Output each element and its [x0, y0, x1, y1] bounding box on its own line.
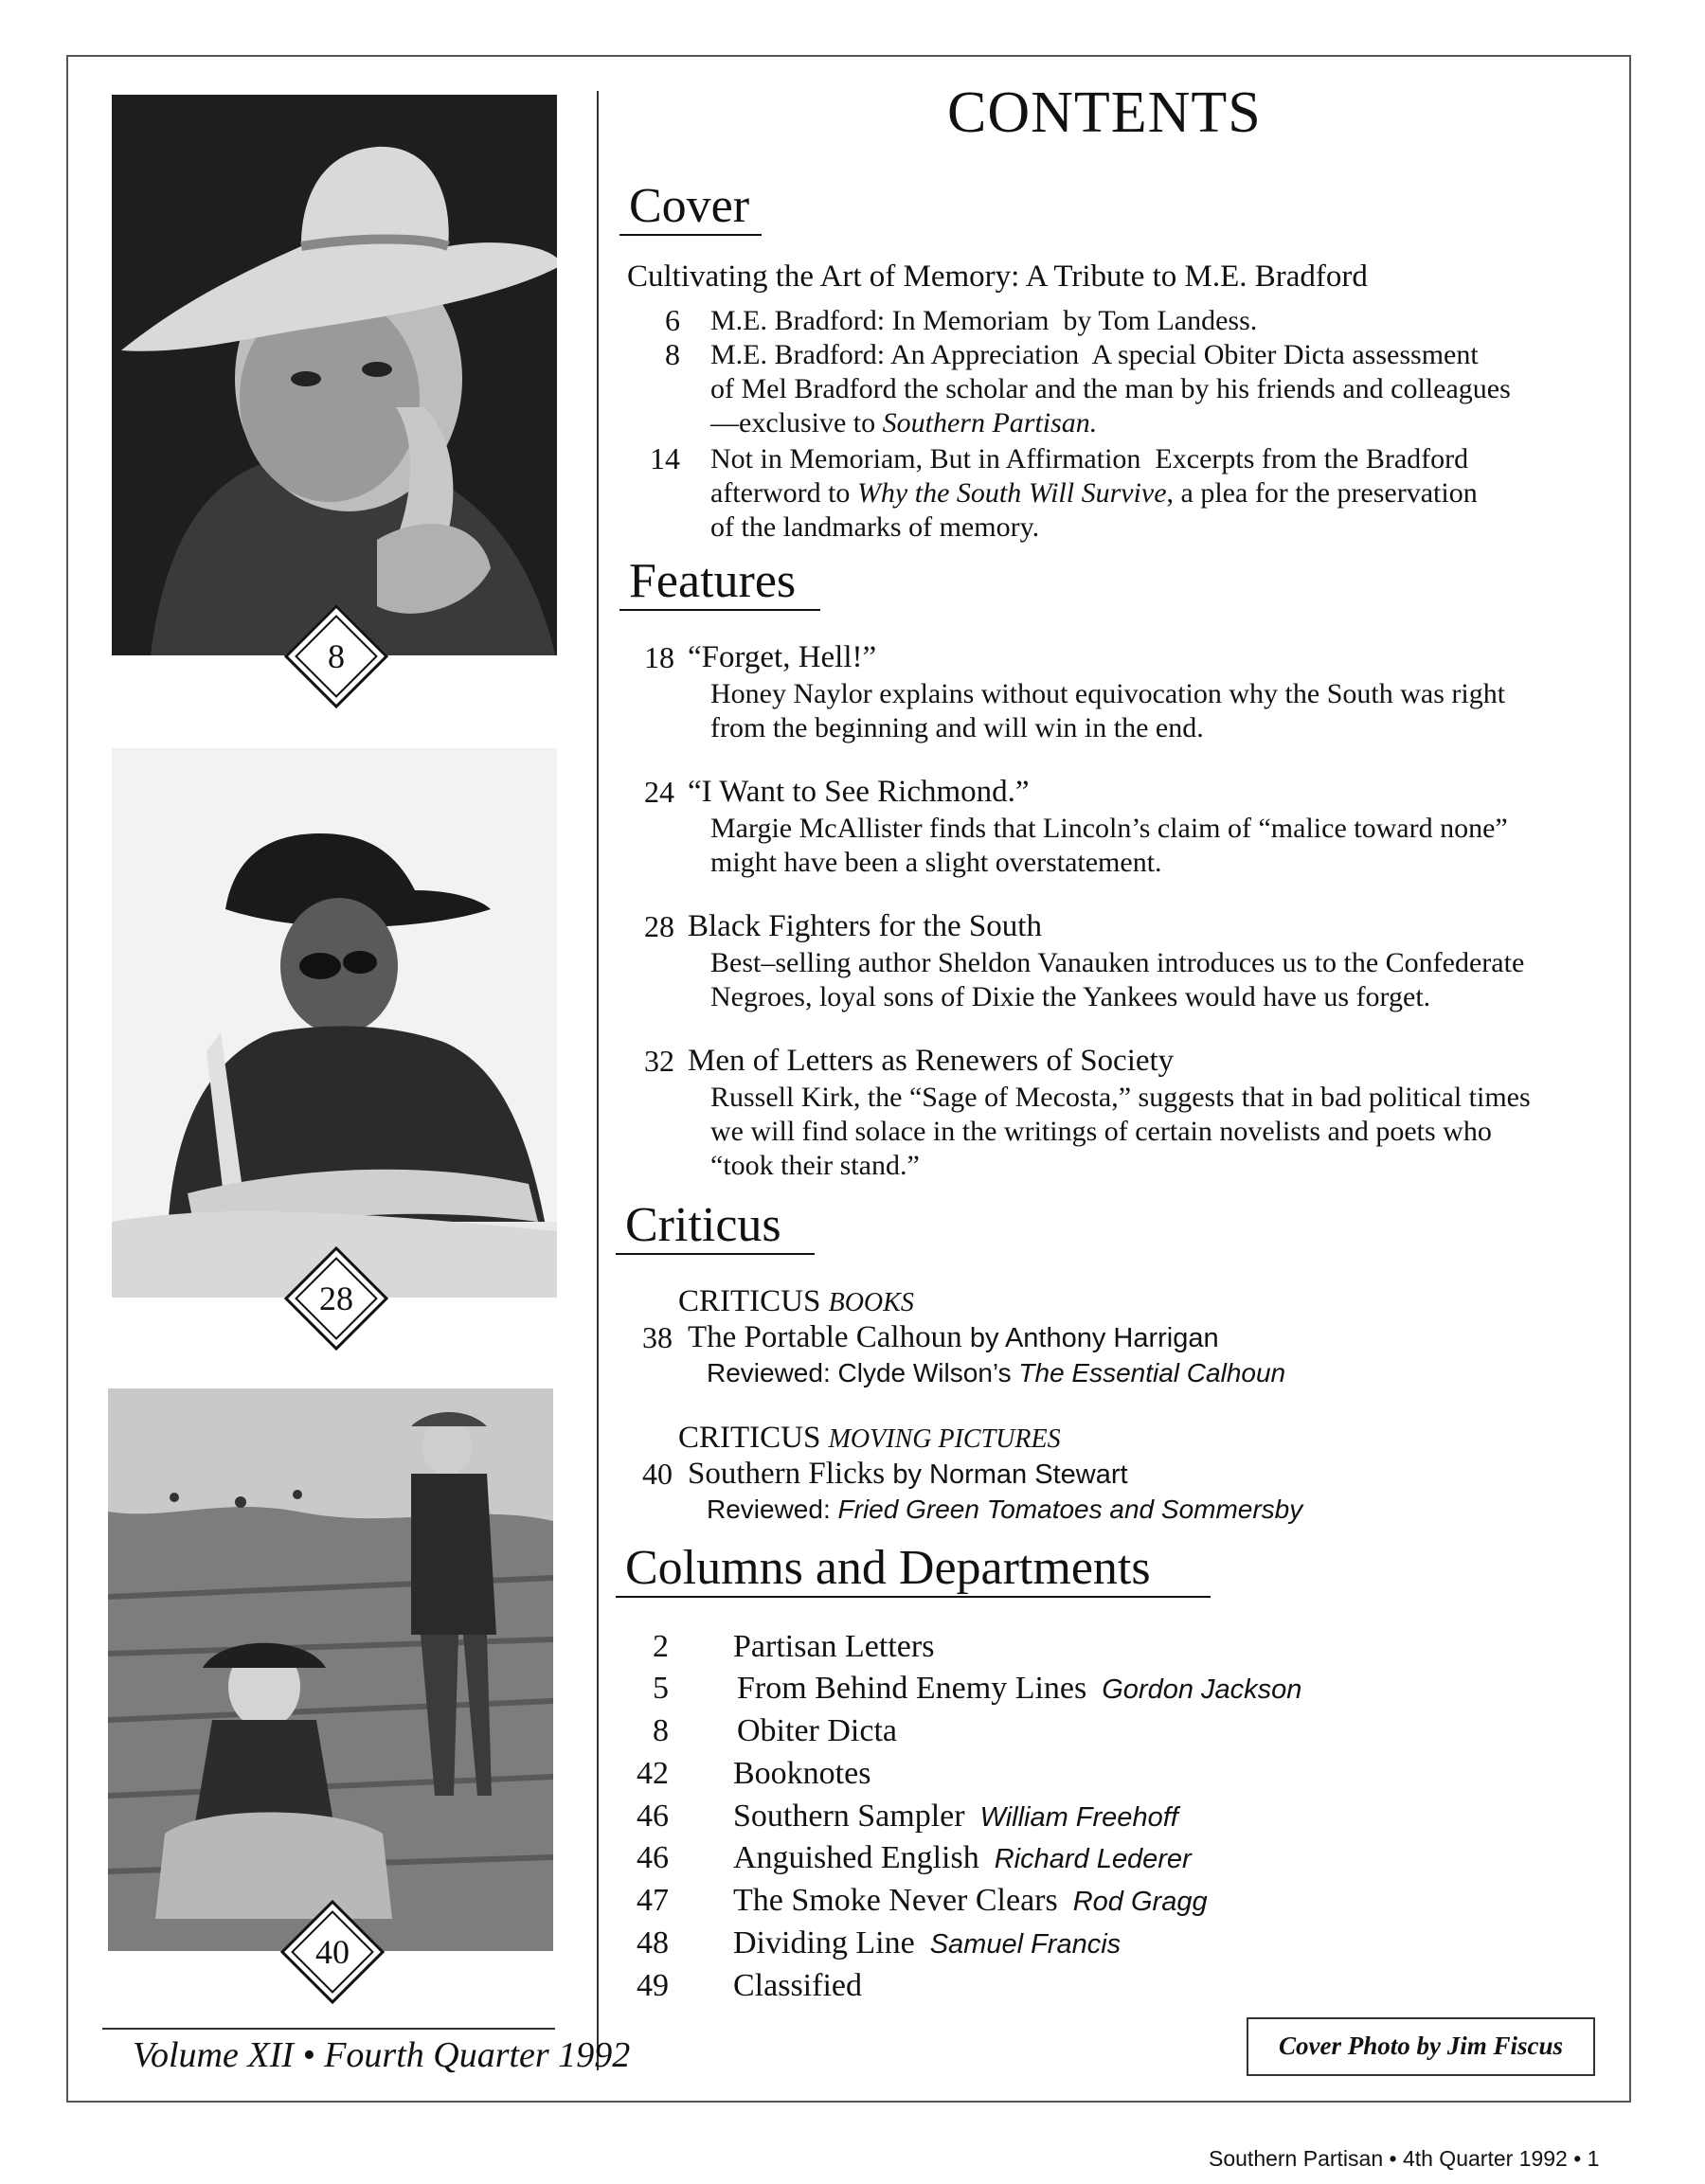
toc-desc: of Mel Bradford the scholar and the man by his friends and colleagues	[710, 373, 1511, 404]
toc-entry: M.E. Bradford: In Memoriam by Tom Landess.	[710, 305, 1258, 336]
toc-desc: Honey Naylor explains without equivocation why the South was right	[710, 678, 1506, 709]
toc-entry: Dividing Line Samuel Francis	[733, 1925, 1122, 1960]
toc-desc: afterword to Why the South Will Survive, a plea for the preservation	[710, 477, 1478, 509]
cover-photo-credit: Cover Photo by Jim Fiscus	[1247, 2017, 1595, 2076]
section-heading-cover: Cover	[629, 178, 749, 234]
toc-entry-title: “I Want to See Richmond.”	[688, 775, 1030, 809]
toc-page: 8	[653, 1713, 669, 1748]
section-heading-columns: Columns and Departments	[625, 1540, 1151, 1596]
toc-page: 46	[637, 1840, 669, 1875]
toc-desc: Best–selling author Sheldon Vanauken introduces us to the Confederate	[710, 947, 1525, 978]
volume-rule	[102, 2028, 555, 2030]
column-divider	[597, 91, 599, 2070]
toc-page: 2	[653, 1629, 669, 1664]
toc-entry-title: Black Fighters for the South	[688, 909, 1042, 943]
toc-entry: M.E. Bradford: An Appreciation A special Obiter Dicta assessment	[710, 339, 1479, 370]
toc-desc: might have been a slight overstatement.	[710, 847, 1162, 878]
feature-photo-field	[108, 1388, 553, 1951]
toc-entry-title: “Forget, Hell!”	[688, 640, 877, 674]
toc-entry: Southern Flicks by Norman Stewart	[688, 1457, 1128, 1491]
toc-page: 48	[637, 1925, 669, 1960]
toc-page: 8	[665, 337, 680, 371]
toc-desc: Margie McAllister finds that Lincoln’s claim of “malice toward none”	[710, 813, 1508, 844]
toc-entry: From Behind Enemy Lines Gordon Jackson	[737, 1671, 1302, 1706]
cover-main-title: Cultivating the Art of Memory: A Tribute to M.E. Bradford	[627, 260, 1368, 294]
toc-page: 47	[637, 1883, 669, 1918]
toc-entry: Not in Memoriam, But in Affirmation Excerpts from the Bradford	[710, 443, 1469, 474]
toc-entry: Southern Sampler William Freehoff	[733, 1799, 1178, 1834]
volume-label: Volume XII • Fourth Quarter 1992	[133, 2035, 631, 2075]
toc-desc: of the landmarks of memory.	[710, 511, 1040, 543]
cover-photo-bradford	[112, 95, 557, 655]
toc-entry: Classified	[733, 1968, 862, 2003]
page-badge-28: 28	[299, 1262, 373, 1335]
review-note: Reviewed: Fried Green Tomatoes and Sommersby	[707, 1495, 1303, 1524]
review-note: Reviewed: Clyde Wilson’s The Essential Calhoun	[707, 1358, 1286, 1387]
section-heading-criticus: Criticus	[625, 1197, 781, 1253]
section-heading-features: Features	[629, 553, 796, 609]
toc-page: 28	[644, 909, 674, 943]
page-badge-40: 40	[296, 1915, 369, 1989]
toc-desc: we will find solace in the writings of certain novelists and poets who	[710, 1116, 1492, 1147]
toc-desc: Negroes, loyal sons of Dixie the Yankees would have us forget.	[710, 981, 1431, 1012]
toc-page: 6	[665, 303, 680, 337]
toc-page: 40	[642, 1457, 673, 1491]
toc-page: 5	[653, 1671, 669, 1706]
toc-page: 46	[637, 1799, 669, 1834]
toc-page: 38	[642, 1320, 673, 1354]
toc-desc: “took their stand.”	[710, 1150, 920, 1181]
toc-desc: from the beginning and will win in the end.	[710, 712, 1204, 743]
page-title: CONTENTS	[947, 81, 1262, 145]
toc-entry: Booknotes	[733, 1756, 871, 1791]
page-footer: Southern Partisan • 4th Quarter 1992 • 1	[1209, 2146, 1600, 2171]
toc-page: 14	[650, 441, 680, 475]
toc-entry: Partisan Letters	[733, 1629, 935, 1664]
toc-page: 18	[644, 640, 674, 674]
toc-desc: —exclusive to Southern Partisan.	[710, 407, 1098, 439]
criticus-movies-label: CRITICUS MOVING PICTURES	[678, 1421, 1061, 1455]
criticus-books-label: CRITICUS BOOKS	[678, 1284, 914, 1318]
feature-photo-soldier	[112, 748, 557, 1298]
toc-entry: Anguished English Richard Lederer	[733, 1840, 1192, 1875]
toc-entry: Obiter Dicta	[737, 1713, 897, 1748]
toc-entry-title: Men of Letters as Renewers of Society	[688, 1044, 1175, 1078]
toc-page: 32	[644, 1044, 674, 1078]
toc-page: 49	[637, 1968, 669, 2003]
toc-page: 42	[637, 1756, 669, 1791]
toc-entry: The Portable Calhoun by Anthony Harrigan	[688, 1320, 1219, 1354]
toc-desc: Russell Kirk, the “Sage of Mecosta,” suggests that in bad political times	[710, 1082, 1531, 1113]
toc-page: 24	[644, 775, 674, 809]
page-badge-8: 8	[299, 619, 373, 693]
toc-entry: The Smoke Never Clears Rod Gragg	[733, 1883, 1208, 1918]
